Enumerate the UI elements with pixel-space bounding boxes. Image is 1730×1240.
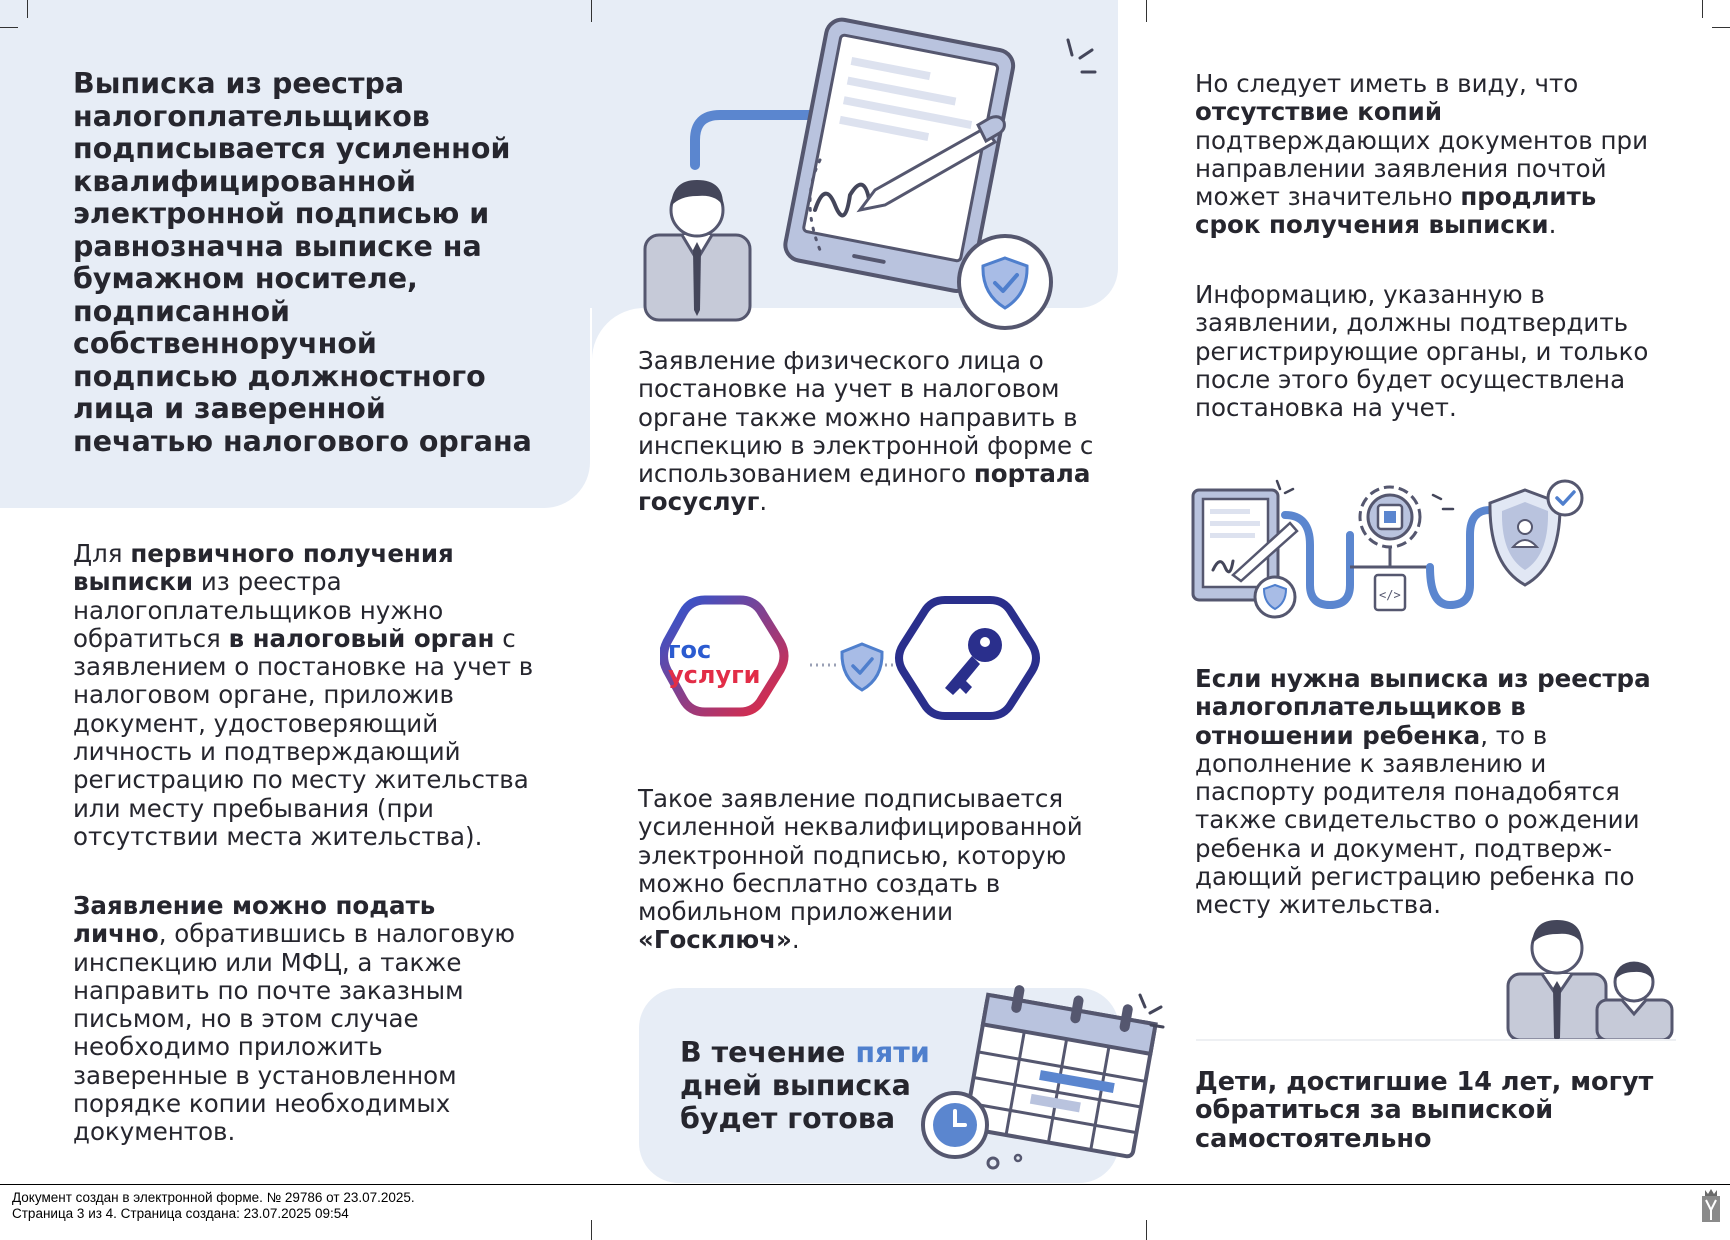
- deadline-text: [680, 1036, 940, 1135]
- bold-span: Если нужна выписка из реестра налогоплательщиков в отношении ребенка: [1195, 664, 1651, 750]
- calendar-clock-icon: [915, 985, 1165, 1170]
- text-span: дней выписка будет готова: [680, 1069, 911, 1135]
- text-span: .: [791, 925, 800, 955]
- right-paragraph-3: [1195, 665, 1665, 920]
- gosuslugi-key-illustration: [660, 590, 1080, 740]
- code-file-icon: [1375, 575, 1405, 610]
- left-paragraph-1: [73, 540, 543, 851]
- crop-mark: [1702, 0, 1703, 18]
- bold-span: портала госуслуг: [638, 459, 1091, 517]
- process-flow-icon: [1185, 475, 1595, 620]
- section-divider: [1196, 1039, 1676, 1041]
- right-paragraph-2: Информацию, указанную в заявлении, должны подтвердить регистрирующие органы, и только после этого будет осуществлена постановка на учет.: [1195, 280, 1649, 423]
- footer-info: [12, 1190, 415, 1222]
- text-span: .: [1548, 210, 1557, 240]
- parent-child-icon: [1505, 908, 1675, 1040]
- text-span: с заявлением о постановке на учет в налоговом органе, приложив документ, удостоверяющий личность и подтверждающий регистрацию по месту жительства или месту пребывания (при отсутствии места жительства).: [73, 623, 534, 851]
- bold-span: первичного получения выписки: [73, 539, 454, 597]
- footer-line-2: Страница 3 из 4. Страница создана: 23.07.2025 09:54: [12, 1206, 349, 1221]
- tablet-signature-illustration: [640, 10, 1100, 330]
- middle-paragraph-1: [638, 347, 1098, 517]
- text-span: Для: [73, 539, 131, 568]
- svg-text:</>: </>: [1379, 588, 1401, 602]
- text-span: Но следует иметь в виду, что: [1195, 69, 1579, 98]
- highlight-span: пяти: [855, 1036, 930, 1069]
- crop-mark: [0, 27, 18, 28]
- middle-paragraph-2: [638, 785, 1108, 955]
- gosuslugi-logo-line1: гос: [668, 636, 712, 664]
- gosuslugi-logo: [664, 600, 785, 712]
- footer-divider: [0, 1184, 1730, 1185]
- shield-check-icon: [959, 236, 1051, 328]
- right-paragraph-1: [1195, 70, 1665, 240]
- crop-mark: [27, 0, 28, 18]
- shield-user-icon: [1490, 481, 1582, 585]
- document-signature-icon: [1193, 490, 1297, 617]
- shield-check-icon: [842, 644, 882, 690]
- text-span: , то в дополнение к заявлению и паспорту родителя понадобятся также свидетельство о рождении ребенка и документ, подтверж-дающий регистрацию ребенка по месту жительства.: [1195, 720, 1640, 920]
- text-span: Такое заявление подписывается усиленной неквалифицированной электронной подписью, которую можно бесплатно создать в мобильном приложении: [638, 784, 1083, 927]
- bold-span: в налоговый орган: [228, 623, 495, 653]
- right-note: Дети, достигшие 14 лет, могут обратиться за выпиской самостоятельно: [1195, 1067, 1654, 1154]
- gear-icon: [1360, 487, 1420, 547]
- person-icon: [645, 180, 750, 320]
- bold-span: отсутствие копий: [1195, 97, 1442, 127]
- coat-of-arms-icon: [1700, 1188, 1722, 1224]
- text-span: подтверждающих документов при направлении заявления почтой может значительно: [1195, 125, 1648, 212]
- left-heading: Выписка из реестра налогоплательщиков подписывается усиленной квалифицированной электронной подписью и равнозначна выписке на бумажном носителе, подписанной собственноручной подписью должностного лица и заверенной печатью налогового органа: [73, 67, 532, 458]
- crop-mark: [1146, 0, 1147, 22]
- left-paragraph-2: [73, 892, 533, 1147]
- gosuslugi-logo-line2: услуги: [668, 661, 761, 689]
- text-span: из реестра налогоплательщиков нужно обратиться: [73, 567, 444, 653]
- crop-mark: [591, 1220, 592, 1240]
- bold-span: «Госключ»: [638, 925, 792, 955]
- bold-span: Заявление можно подать лично: [73, 891, 436, 949]
- text-span: Заявление физического лица о постановке на учет в налоговом органе также можно направить в инспекцию в электронной форме с использованием единого: [638, 346, 1094, 489]
- crop-mark: [1712, 27, 1730, 28]
- text-span: В течение: [680, 1036, 856, 1069]
- footer-line-1: Документ создан в электронной форме. № 29786 от 23.07.2025.: [12, 1190, 415, 1205]
- crop-mark: [1146, 1220, 1147, 1240]
- key-icon: [899, 600, 1036, 716]
- parent-icon: [1508, 920, 1606, 1040]
- text-span: .: [759, 487, 768, 517]
- crop-mark: [591, 0, 592, 22]
- bold-span: продлить срок получения выписки: [1195, 182, 1597, 240]
- child-icon: [1597, 962, 1672, 1040]
- text-span: , обратившись в налоговую инспекцию или МФЦ, а также направить по почте заказным письмом, но в этом случае необходимо приложить заверенные в установленном порядке копии необходимых документов.: [73, 919, 515, 1147]
